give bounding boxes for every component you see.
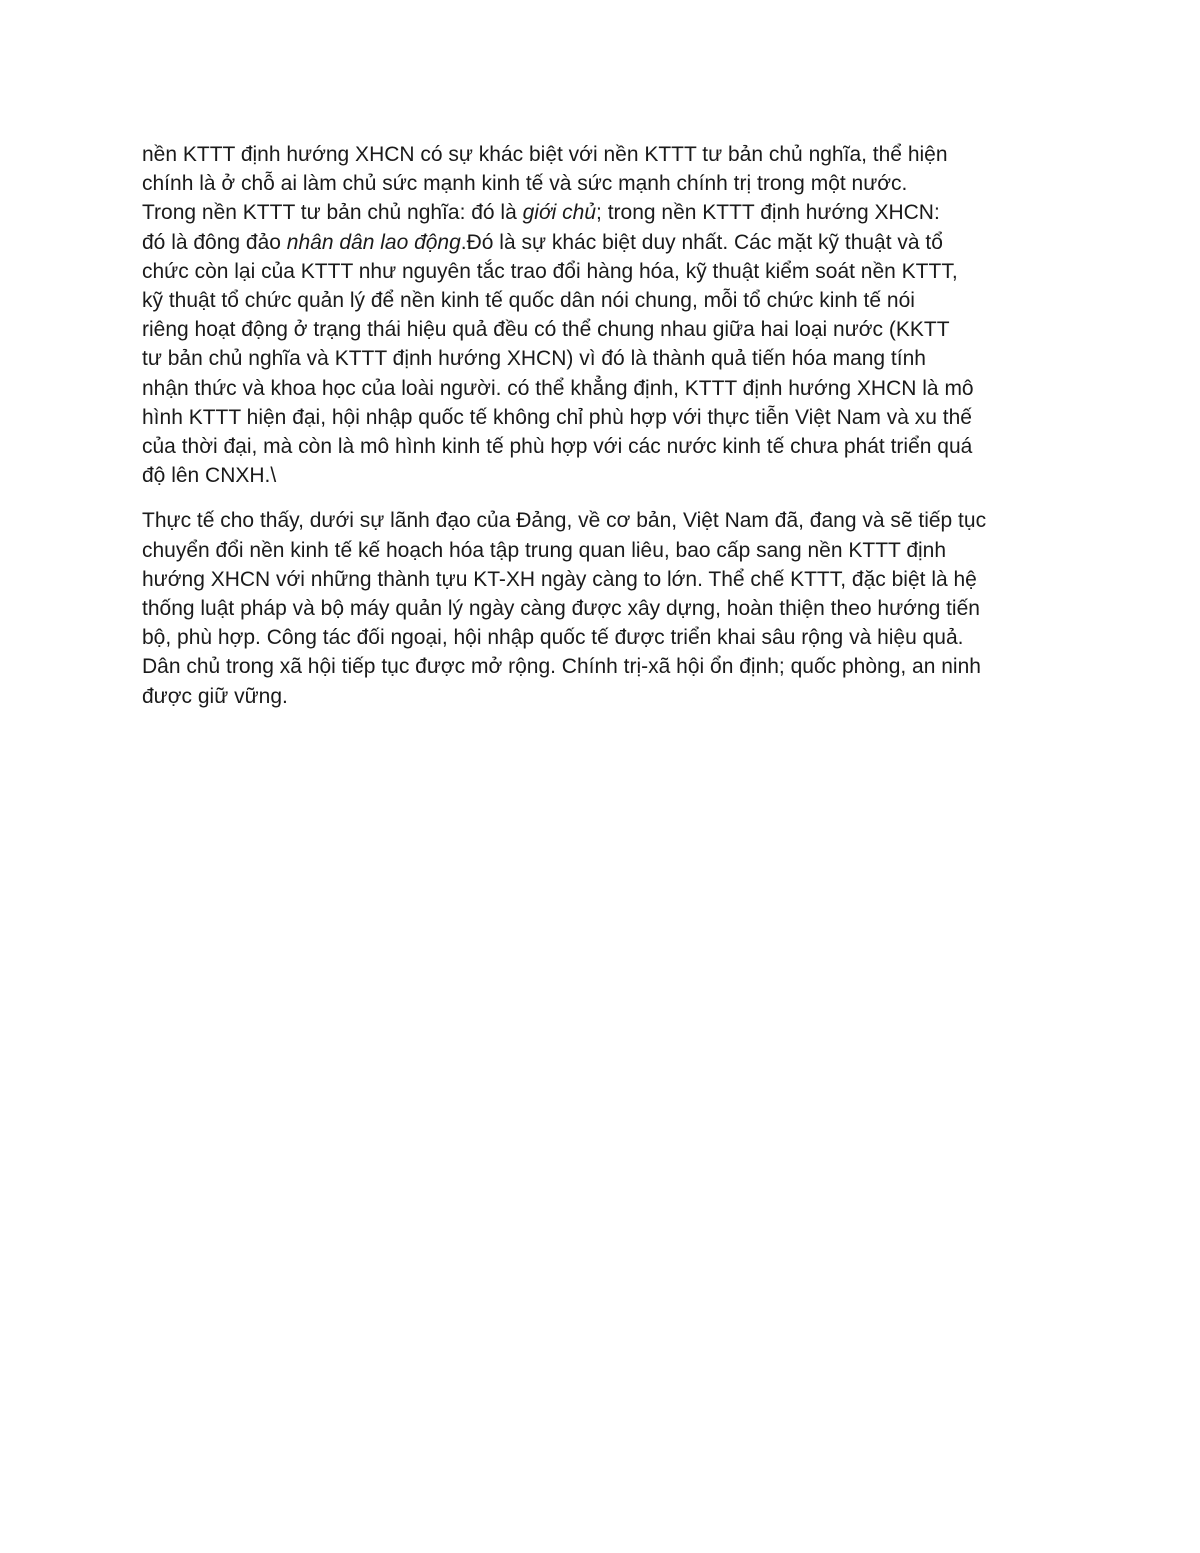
text-line: nền KTTT định hướng XHCN có sự khác biệt với nền KTTT tư bản chủ nghĩa, thể hiện [142,143,948,166]
text-line: hướng XHCN với những thành tựu KT-XH ngày càng to lớn. Thể chế KTTT, đặc biệt là hệ [142,567,977,591]
document-body [142,140,1062,727]
text-line: tư bản chủ nghĩa và KTTT định hướng XHCN) vì đó là thành quả tiến hóa mang tính [142,347,926,371]
emphasis-gioi-chu: giới chủ [522,201,597,225]
text-line: hình KTTT hiện đại, hội nhập quốc tế không chỉ phù hợp với thực tiễn Việt Nam và xu thế [142,405,972,429]
text-line: độ lên CNXH.\ [142,464,277,488]
text-line: chuyển đổi nền kinh tế kế hoạch hóa tập trung quan liêu, bao cấp sang nền KTTT định [142,538,947,562]
text-line: riêng hoạt động ở trạng thái hiệu quả đều có thể chung nhau giữa hai loại nước (KKTT [142,318,950,342]
text-line: của thời đại, mà còn là mô hình kinh tế phù hợp với các nước kinh tế chưa phát triển quá [142,435,973,459]
text-line: được giữ vững. [142,684,288,708]
text-line: chức còn lại của KTTT như nguyên tắc trao đổi hàng hóa, kỹ thuật kiểm soát nền KTTT, [142,259,958,283]
text-line: nhận thức và khoa học của loài người. có thể khẳng định, KTTT định hướng XHCN là mô [142,376,974,400]
text-line: Dân chủ trong xã hội tiếp tục được mở rộng. Chính trị-xã hội ổn định; quốc phòng, an ninh [142,655,981,679]
text-line: thống luật pháp và bộ máy quản lý ngày càng được xây dựng, hoàn thiện theo hướng tiến [142,597,980,621]
emphasis-nhan-dan-lao-dong: nhân dân lao động [286,230,461,254]
text-line: bộ, phù hợp. Công tác đối ngoại, hội nhập quốc tế được triển khai sâu rộng và hiệu quả. [142,626,964,650]
text-line: Thực tế cho thấy, dưới sự lãnh đạo của Đảng, về cơ bản, Việt Nam đã, đang và sẽ tiếp tục [142,509,987,533]
text-line: chính là ở chỗ ai làm chủ sức mạnh kinh tế và sức mạnh chính trị trong một nước. [142,172,908,196]
text-line: kỹ thuật tổ chức quản lý để nền kinh tế quốc dân nói chung, mỗi tổ chức kinh tế nói [142,289,915,313]
paragraph-2 [142,506,1062,710]
text-line: đó là đông đảo nhân dân lao động.Đó là sự khác biệt duy nhất. Các mặt kỹ thuật và tổ [142,230,943,254]
text-line: Trong nền KTTT tư bản chủ nghĩa: đó là giới chủ; trong nền KTTT định hướng XHCN: [142,201,940,225]
paragraph-1 [142,140,1062,490]
